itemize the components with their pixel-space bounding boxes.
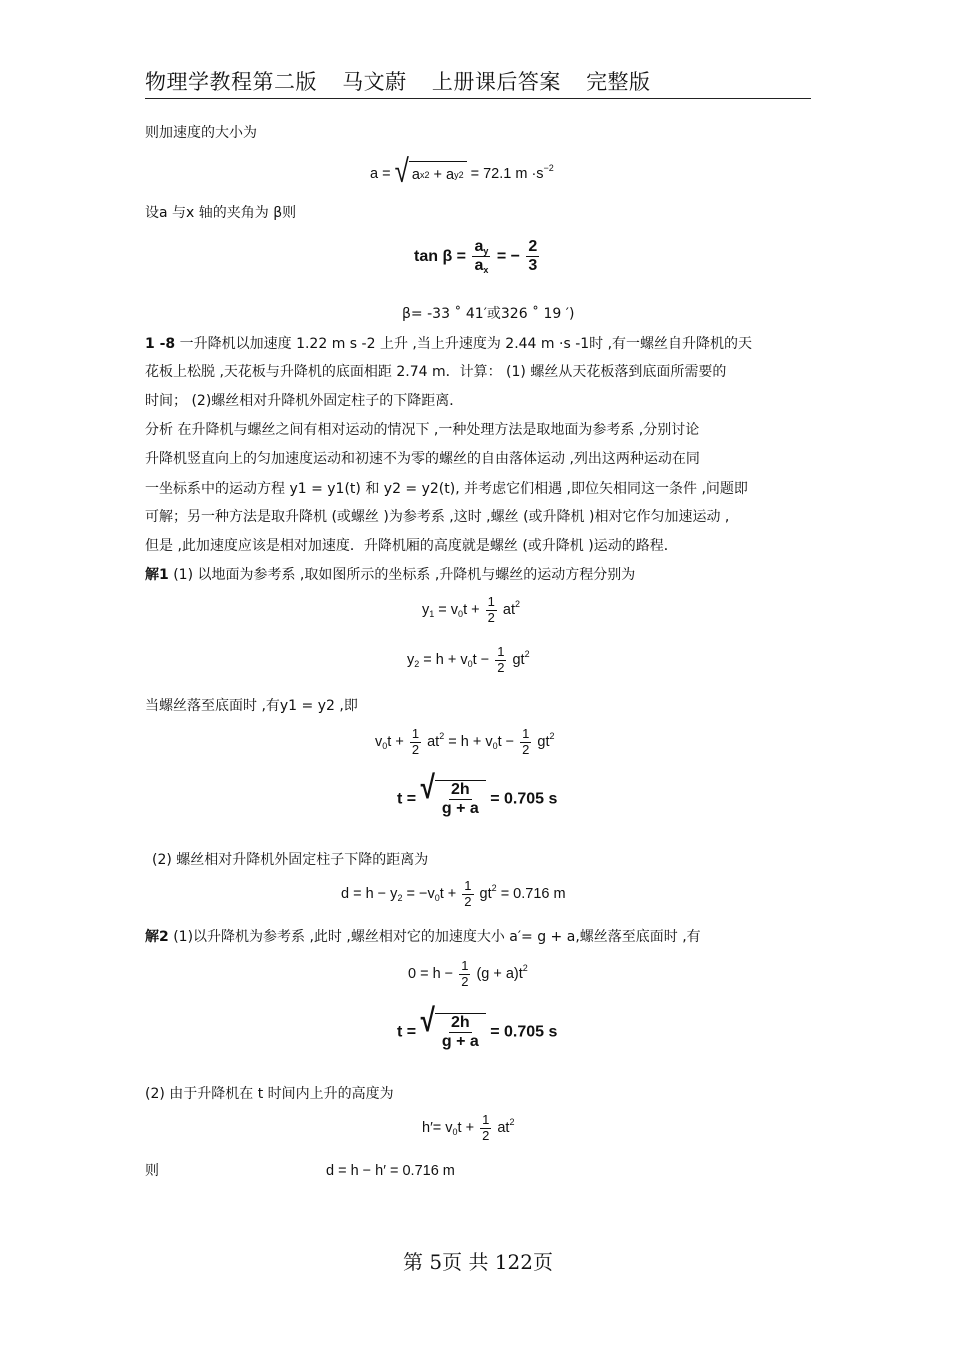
text-line: (2) 螺丝相对升降机外固定柱子下降的距离为: [152, 852, 429, 868]
solution-text: (1)以升降机为参考系 ,此时 ,螺丝相对它的加速度大小 a′= g + a,螺丝落至底面时 ,有: [173, 929, 701, 945]
t-result-value: = 0.705 s: [490, 790, 558, 808]
header-title: 物理学教程第二版: [145, 70, 317, 94]
equation-t-result-1: t = √ $\frac{2h}{g + a}$ = 0.705 s: [397, 767, 558, 818]
text-line: 但是 ,此加速度应该是相对加速度．升降机厢的高度就是螺丝 (或升降机 )运动的路程．: [145, 538, 678, 554]
d-result-value: = 0.716 m: [500, 886, 566, 902]
text-line: 分析 在升降机与螺丝之间有相对运动的情况下 ,一种处理方法是取地面为参考系 ,分别讨论: [145, 422, 700, 438]
problem-line: [145, 334, 752, 354]
text-line: 一坐标系中的运动方程 y1 = y1(t) 和 y2 = y2(t), 并考虑它们相遇 ,即位矢相同这一条件 ,问题即: [145, 481, 748, 497]
solution-label: 解2: [145, 929, 169, 945]
header-volume: 上册课后答案: [431, 70, 561, 94]
text-line: β= -33 ˚ 41′或326 ˚ 19 ′): [402, 306, 575, 322]
equation-meet: $v_0t$ + $\frac{1}{2}$ $at^2 = h + v_0t$ − $\frac{1}{2}$ $gt^2$: [375, 725, 555, 757]
t-result-value: = 0.705 s: [490, 1023, 558, 1041]
acc-value: = 72.1 m ·s: [470, 166, 544, 182]
text-line: 当螺丝落至底面时 ,有y1 = y2 ,即: [145, 698, 358, 714]
equation-d: $d = h - y_2 = -v_0t$ + $\frac{1}{2}$ $gt^2 = 0.716$ m: [341, 877, 566, 909]
equation-d-final: d = h − h′ = 0.716 m: [326, 1163, 455, 1179]
header-edition: 完整版: [586, 70, 651, 94]
text-line: 可解；另一种方法是取升降机 (或螺丝 )为参考系 ,这时 ,螺丝 (或升降机 )相对它作匀加速运动 ,: [145, 509, 730, 525]
equation-tan-beta: tan β = $\frac{a_y}{a_x}$ = − $\frac{2}{3}$: [414, 238, 538, 276]
solution-line: [145, 565, 635, 585]
text-line: 则: [145, 1163, 159, 1179]
text-line: (2) 由于升降机在 t 时间内上升的高度为: [145, 1086, 394, 1102]
d-result-value: = 0.716 m: [390, 1163, 455, 1179]
equation-t-result-2: t = √ $\frac{2h}{g + a}$ = 0.705 s: [397, 1000, 558, 1051]
text-line: 则加速度的大小为: [145, 125, 257, 141]
text-line: 设a 与x 轴的夹角为 β则: [145, 205, 297, 221]
solution-text: (1) 以地面为参考系 ,取如图所示的坐标系 ,升降机与螺丝的运动方程分别为: [173, 567, 636, 583]
equation-y1: $y_1 = v_0t$ + $\frac{1}{2}$ $at^2$: [422, 593, 520, 625]
solution-label: 解1: [145, 567, 169, 583]
problem-text: 一升降机以加速度 1.22 m s -2 上升 ,当上升速度为 2.44 m ·s -1时 ,有一螺丝自升降机的天: [179, 336, 753, 352]
equation-y2: $y_2 = h + v_0t$ − $\frac{1}{2}$ $gt^2$: [407, 643, 530, 675]
header-author: 马文蔚: [342, 70, 407, 94]
page-header: [145, 68, 811, 99]
text-line: 升降机竖直向上的匀加速度运动和初速不为零的螺丝的自由落体运动 ,列出这两种运动在同: [145, 451, 700, 467]
equation-acceleration: a = √ a x 2 + a y 2 = 72.1 $m \cdot s^{-2}$: [370, 152, 554, 190]
text-line: 花板上松脱 ,天花板与升降机的底面相距 2.74 m．计算： (1) 螺丝从天花板落到底面所需要的: [145, 364, 727, 380]
equation-relative: 0 = h − $\frac{1}{2}$ $(g + a)t^2$: [408, 957, 528, 989]
problem-label: 1 -8: [145, 336, 176, 352]
text-line: 时间； (2)螺丝相对升降机外固定柱子的下降距离．: [145, 393, 464, 409]
page-footer: 第 5页 共 122页: [403, 1250, 553, 1274]
equation-h-prime: $h'= v_0t$ + $\frac{1}{2}$ $at^2$: [422, 1111, 515, 1143]
solution-line: [145, 927, 701, 947]
